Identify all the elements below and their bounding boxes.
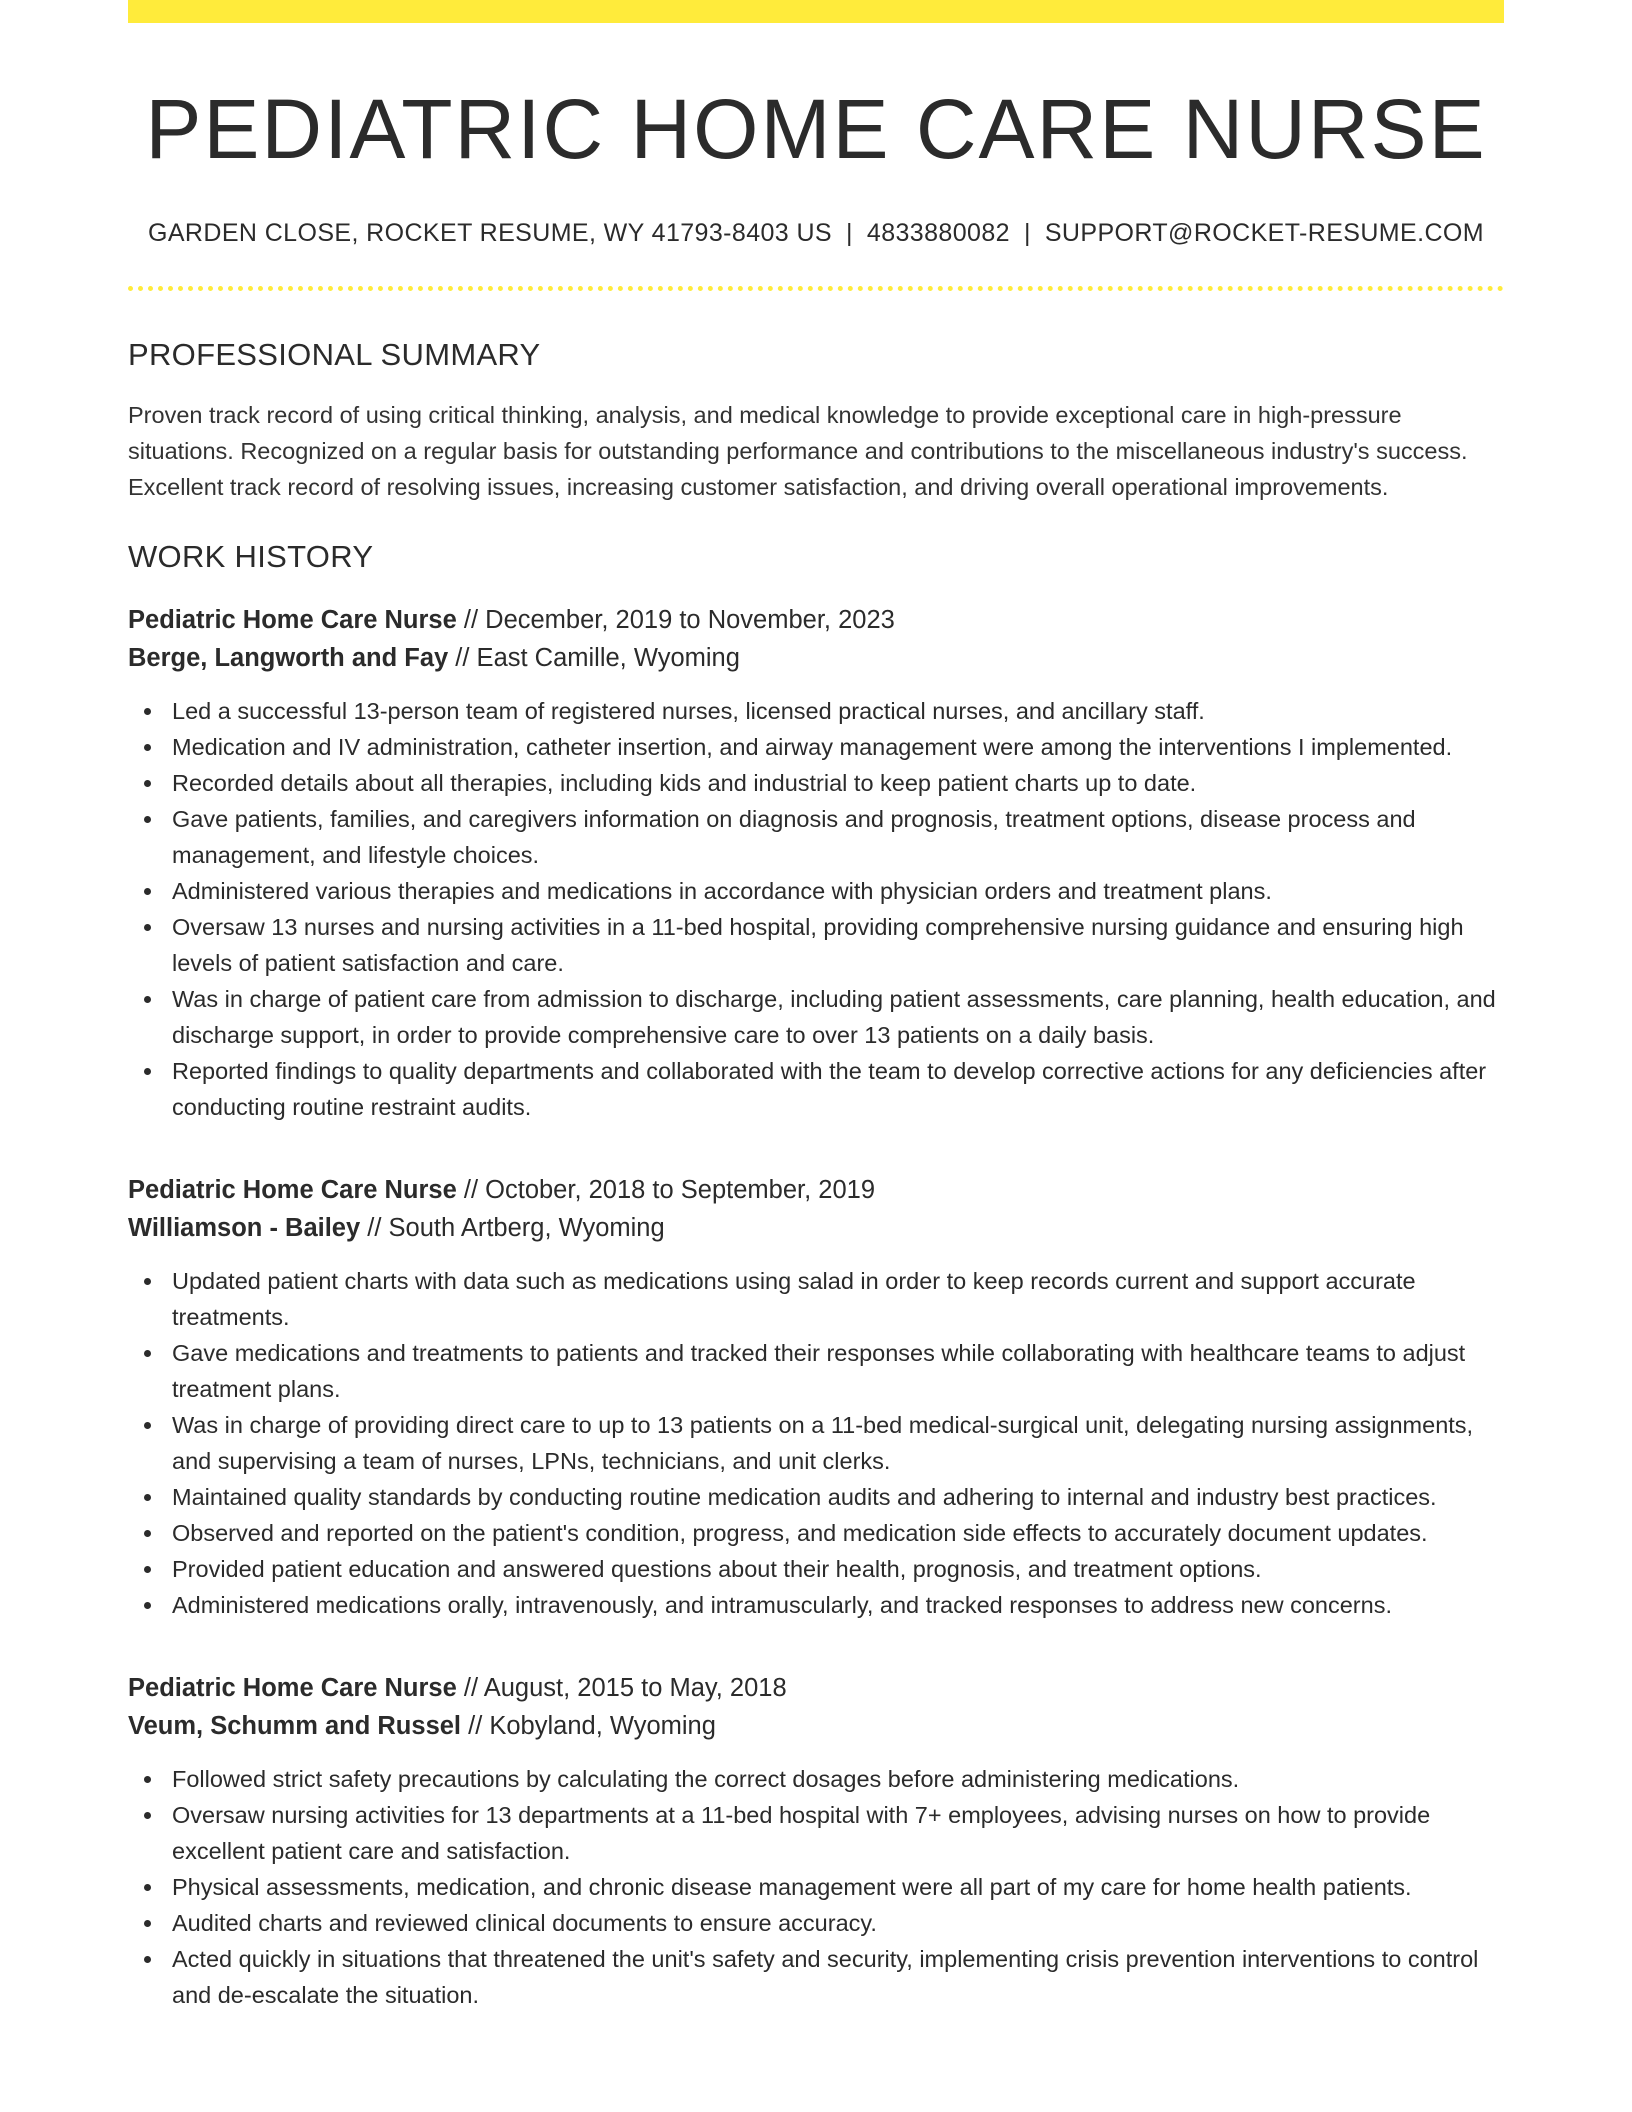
job-bullets: [128, 1263, 1504, 1623]
job-bullets: [128, 693, 1504, 1125]
summary-heading: PROFESSIONAL SUMMARY: [128, 337, 541, 373]
bullet-item: Audited charts and reviewed clinical documents to ensure accuracy.: [128, 1905, 1504, 1941]
job-company-line: [128, 1209, 1504, 1247]
job-dates: // October, 2018 to September, 2019: [456, 1176, 876, 1205]
contact-phone[interactable]: 4833880082: [866, 219, 1010, 248]
bullet-item: Was in charge of patient care from admission to discharge, including patient assessments, care planning, health education, and discharge support, in order to provide comprehensive care to over 13 patients on a daily basis.: [128, 981, 1504, 1053]
job-title-line: [128, 1669, 1504, 1707]
contact-email[interactable]: SUPPORT@ROCKET-RESUME.COM: [1044, 219, 1484, 248]
bullet-item: Followed strict safety precautions by calculating the correct dosages before administering medications.: [128, 1761, 1504, 1797]
job-company: Berge, Langworth and Fay: [128, 644, 449, 673]
job-company-line: [128, 639, 1504, 677]
job-entry-1: [128, 601, 1504, 1125]
bullet-item: Acted quickly in situations that threatened the unit's safety and security, implementing crisis prevention interventions to control and de-escalate the situation.: [128, 1941, 1504, 2013]
summary-text: Proven track record of using critical thinking, analysis, and medical knowledge to provide exceptional care in high-pressure situations. Recognized on a regular basis for outstanding performance and contributions to the miscellaneous industry's success. Excellent track record of resolving issues, increasing customer satisfaction, and driving overall operational improvements.: [128, 402, 1468, 501]
contact-separator: |: [845, 219, 853, 248]
contact-address: GARDEN CLOSE, ROCKET RESUME, WY 41793-8403 US: [148, 219, 832, 248]
bullet-item: Was in charge of providing direct care to up to 13 patients on a 11-bed medical-surgical unit, delegating nursing assignments, and supervising a team of nurses, LPNs, technicians, and unit clerks.: [128, 1407, 1504, 1479]
bullet-item: Administered medications orally, intravenously, and intramuscularly, and tracked responses to address new concerns.: [128, 1587, 1504, 1623]
bullet-item: Recorded details about all therapies, including kids and industrial to keep patient charts up to date.: [128, 765, 1504, 801]
contact-line: [128, 219, 1504, 248]
dotted-divider: [128, 286, 1504, 291]
top-accent-bar: [128, 0, 1504, 23]
job-title-line: [128, 1171, 1504, 1209]
work-history-heading: WORK HISTORY: [128, 539, 374, 575]
job-role: Pediatric Home Care Nurse: [128, 1674, 457, 1703]
job-company: Veum, Schumm and Russel: [128, 1712, 462, 1741]
bullet-item: Maintained quality standards by conducting routine medication audits and adhering to internal and industry best practices.: [128, 1479, 1504, 1515]
bullet-item: Oversaw 13 nurses and nursing activities in a 11-bed hospital, providing comprehensive nursing guidance and ensuring high levels of patient satisfaction and care.: [128, 909, 1504, 981]
job-entry-3: [128, 1669, 1504, 2013]
bullet-item: Led a successful 13-person team of registered nurses, licensed practical nurses, and ancillary staff.: [128, 693, 1504, 729]
job-company-line: [128, 1707, 1504, 1745]
candidate-name: PEDIATRIC HOME CARE NURSE: [145, 82, 1487, 176]
job-entry-2: [128, 1171, 1504, 1623]
job-role: Pediatric Home Care Nurse: [128, 606, 457, 635]
bullet-item: Oversaw nursing activities for 13 departments at a 11-bed hospital with 7+ employees, advising nurses on how to provide excellent patient care and satisfaction.: [128, 1797, 1504, 1869]
job-dates: // August, 2015 to May, 2018: [456, 1674, 787, 1703]
resume-page: [128, 0, 1504, 2013]
job-company: Williamson - Bailey: [128, 1214, 361, 1243]
bullet-item: Reported findings to quality departments and collaborated with the team to develop corrective actions for any deficiencies after conducting routine restraint audits.: [128, 1053, 1504, 1125]
job-location: // East Camille, Wyoming: [448, 644, 740, 673]
bullet-item: Physical assessments, medication, and chronic disease management were all part of my care for home health patients.: [128, 1869, 1504, 1905]
bullet-item: Administered various therapies and medications in accordance with physician orders and treatment plans.: [128, 873, 1504, 909]
bullet-item: Updated patient charts with data such as medications using salad in order to keep records current and support accurate treatments.: [128, 1263, 1504, 1335]
job-location: // Kobyland, Wyoming: [461, 1712, 716, 1741]
job-bullets: [128, 1761, 1504, 2013]
job-location: // South Artberg, Wyoming: [360, 1214, 665, 1243]
job-dates: // December, 2019 to November, 2023: [456, 606, 895, 635]
job-role: Pediatric Home Care Nurse: [128, 1176, 457, 1205]
bullet-item: Provided patient education and answered questions about their health, prognosis, and treatment options.: [128, 1551, 1504, 1587]
bullet-item: Medication and IV administration, catheter insertion, and airway management were among the interventions I implemented.: [128, 729, 1504, 765]
job-title-line: [128, 601, 1504, 639]
bullet-item: Observed and reported on the patient's condition, progress, and medication side effects to accurately document updates.: [128, 1515, 1504, 1551]
bullet-item: Gave medications and treatments to patients and tracked their responses while collaborating with healthcare teams to adjust treatment plans.: [128, 1335, 1504, 1407]
bullet-item: Gave patients, families, and caregivers information on diagnosis and prognosis, treatment options, disease process and management, and lifestyle choices.: [128, 801, 1504, 873]
contact-separator: |: [1023, 219, 1031, 248]
